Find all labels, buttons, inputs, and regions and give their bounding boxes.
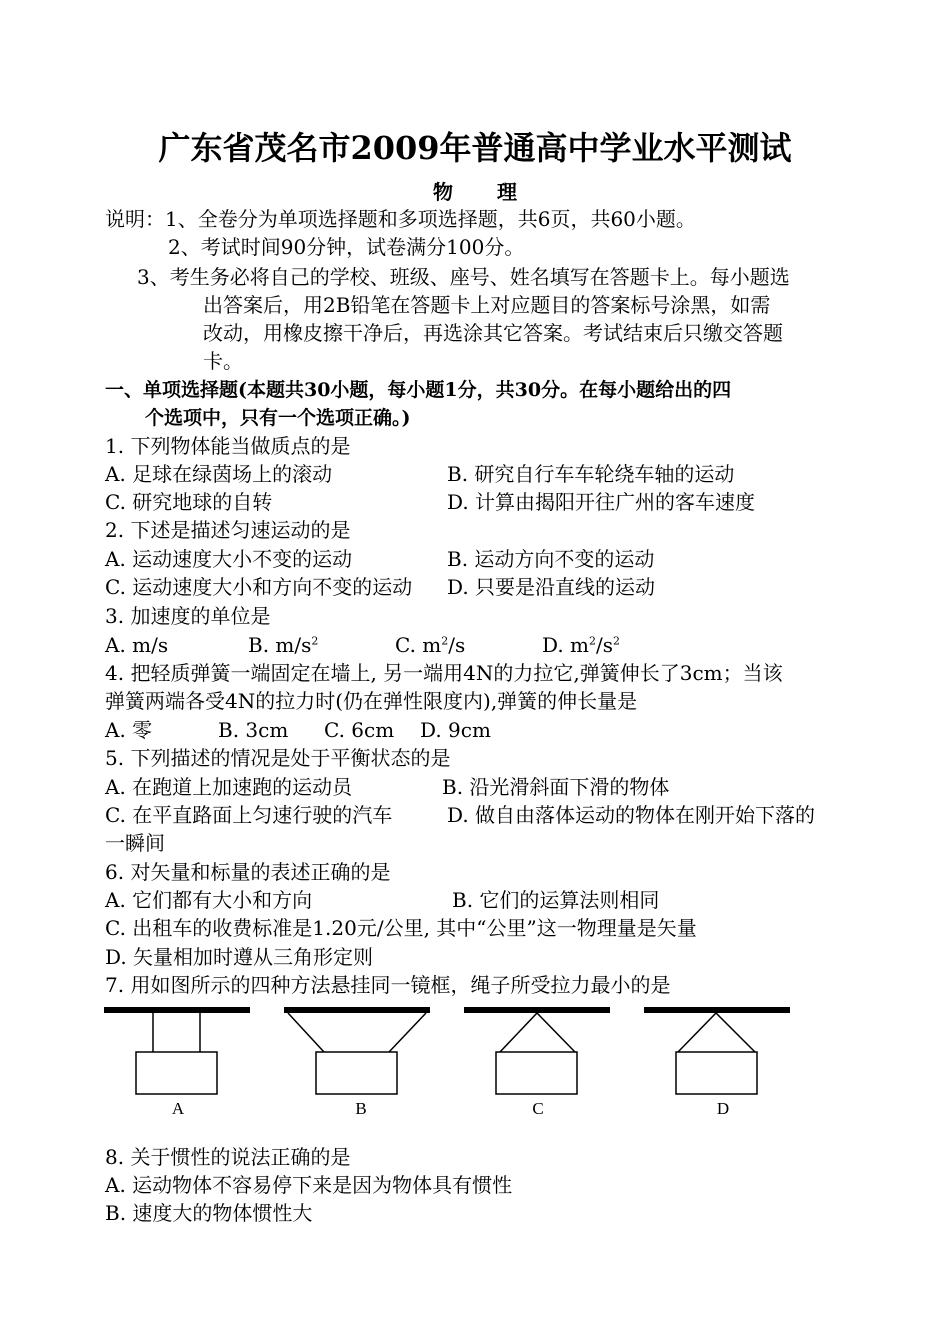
instructions-item-3-line-4: 卡。: [203, 349, 243, 373]
question-8-option-b: B. 速度大的物体惯性大: [105, 1201, 313, 1225]
figure-option-a: [104, 1007, 250, 1094]
question-4-option-a: A. 零: [105, 718, 153, 742]
instructions-label: 说明：: [105, 207, 165, 231]
question-6-option-a: A. 它们都有大小和方向: [105, 888, 313, 912]
question-7-stem: 7. 用如图所示的四种方法悬挂同一镜框，绳子所受拉力最小的是: [105, 973, 671, 997]
figure-label-d: D: [716, 1099, 730, 1118]
question-5-option-b: B. 沿光滑斜面下滑的物体: [442, 775, 670, 799]
instructions-item-3-line-2: 出答案后，用2B铅笔在答题卡上对应题目的答案标号涂黑，如需: [203, 293, 771, 317]
question-1-option-c: C. 研究地球的自转: [105, 490, 273, 514]
question-8-stem: 8. 关于惯性的说法正确的是: [105, 1145, 351, 1169]
instructions-item-3-line-3: 改动，用橡皮擦干净后，再选涂其它答案。考试结束后只缴交答题: [203, 321, 783, 345]
ceiling-bar-d: [644, 1007, 790, 1013]
question-2-option-d: D. 只要是沿直线的运动: [447, 575, 656, 599]
instructions-item-3-line-1: 3、考生务必将自己的学校、班级、座号、姓名填写在答题卡上。每小题选: [137, 265, 790, 289]
question-1-option-d: D. 计算由揭阳开往广州的客车速度: [447, 490, 756, 514]
instructions-item-2: 2、考试时间90分钟，试卷满分100分。: [168, 235, 525, 259]
question-4-stem-line-1: 4. 把轻质弹簧一端固定在墙上, 另一端用4N的力拉它,弹簧伸长了3cm；当该: [105, 661, 783, 685]
question-4-stem-line-2: 弹簧两端各受4N的拉力时(仍在弹性限度内),弹簧的伸长量是: [105, 689, 638, 713]
figure-option-d: [644, 1007, 790, 1094]
figure-label-b: B: [355, 1099, 367, 1118]
option-d-sup: 2: [589, 634, 597, 648]
section-heading-line-2: 个选项中，只有一个选项正确。): [145, 407, 411, 429]
frame-d: [676, 1052, 757, 1094]
question-3-option-d: [542, 631, 620, 659]
frame-b: [316, 1052, 397, 1094]
question-2-stem: 2. 下述是描述匀速运动的是: [105, 518, 351, 542]
question-4-option-c: C. 6cm: [324, 718, 395, 742]
question-5-stem: 5. 下列描述的情况是处于平衡状态的是: [105, 746, 451, 770]
question-6-stem: 6. 对矢量和标量的表述正确的是: [105, 860, 391, 884]
figure-option-c: [464, 1007, 610, 1094]
option-c-tail: /s: [448, 633, 466, 657]
question-3-option-c: [395, 631, 465, 659]
section-heading-line-1: 一、单项选择题(本题共30小题，每小题1分，共30分。在每小题给出的四: [105, 379, 732, 401]
option-d-mid: /s: [596, 633, 614, 657]
question-1-stem: 1. 下列物体能当做质点的是: [105, 434, 351, 458]
question-2-option-c: C. 运动速度大小和方向不变的运动: [105, 575, 413, 599]
question-3-stem: 3. 加速度的单位是: [105, 604, 271, 628]
option-b-base: B. m/s: [248, 633, 312, 657]
frame-c: [496, 1052, 577, 1094]
question-5-option-a: A. 在跑道上加速跑的运动员: [105, 775, 353, 799]
question-2-option-b: B. 运动方向不变的运动: [447, 547, 655, 571]
question-3-option-b: [248, 631, 318, 659]
ceiling-bar-a: [104, 1007, 250, 1013]
question-1-option-b: B. 研究自行车车轮绕车轴的运动: [447, 462, 735, 486]
option-c-base: C. m: [395, 633, 442, 657]
instructions-text-1: 1、全卷分为单项选择题和多项选择题，共6页，共60小题。: [165, 207, 696, 231]
question-1-option-a: A. 足球在绿茵场上的滚动: [105, 462, 333, 486]
ceiling-bar-b: [284, 1007, 430, 1013]
figure-label-a: A: [171, 1099, 185, 1118]
subject-title: 物理: [433, 180, 561, 204]
question-3-option-a: A. m/s: [105, 633, 169, 657]
question-5-option-d-line-1: D. 做自由落体运动的物体在刚开始下落的: [447, 803, 816, 827]
option-b-sup: 2: [311, 634, 319, 648]
question-6-option-c: C. 出租车的收费标准是1.20元/公里, 其中“公里”这一物理量是矢量: [105, 916, 697, 940]
question-5-option-d-line-2: 一瞬间: [105, 831, 165, 855]
instructions-item-1: [105, 205, 696, 233]
rope-c: [500, 1013, 575, 1052]
option-d-base: D. m: [542, 633, 590, 657]
frame-a: [136, 1052, 217, 1094]
exam-title: 广东省茂名市2009年普通高中学业水平测试: [158, 129, 792, 167]
option-d-sup-2: 2: [613, 634, 621, 648]
question-4-option-d: D. 9cm: [420, 718, 491, 742]
question-6-option-b: B. 它们的运算法则相同: [452, 888, 660, 912]
figure-label-c: C: [532, 1099, 544, 1118]
rope-d: [678, 1013, 755, 1052]
option-c-sup: 2: [441, 634, 449, 648]
hanging-frames-figure: [100, 1000, 800, 1130]
question-5-option-c: C. 在平直路面上匀速行驶的汽车: [105, 803, 393, 827]
question-2-option-a: A. 运动速度大小不变的运动: [105, 547, 353, 571]
rope-b-left: [288, 1013, 324, 1052]
question-8-option-a: A. 运动物体不容易停下来是因为物体具有惯性: [105, 1173, 513, 1197]
rope-b-right: [389, 1013, 426, 1052]
question-6-option-d: D. 矢量相加时遵从三角形定则: [105, 945, 374, 969]
question-4-option-b: B. 3cm: [218, 718, 289, 742]
figure-option-b: [284, 1007, 430, 1094]
